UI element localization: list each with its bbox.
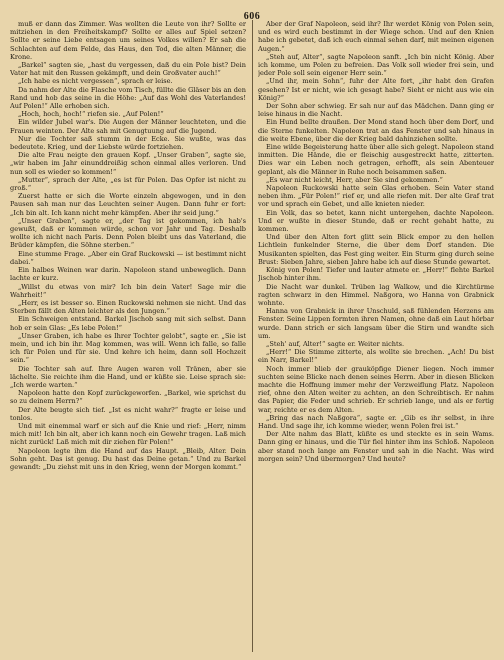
left-text-column xyxy=(10,20,246,658)
column-divider xyxy=(252,20,253,652)
paragraph: „Barkel“ sagten sie, „hast du vergessen, daß du ein Pole bist? Dein Vater hat mit den Russen gekämpft, und dein Großvater auch!“ xyxy=(10,61,246,78)
paragraph: Noch immer blieb der grauköpfige Diener liegen. Noch immer suchten seine Blicke nach denen seines Herrn. Aber in diesen Blicken machte die Hoffnung immer mehr der Verzweiflung Platz. Napoleon rief, ohne den Alten weiter zu achten, an den Schreibtisch. Er nahm das Papier, die Feder und schrieb. Er schrieb lange, und als er fertig war, reichte er es dem Alten. xyxy=(258,364,494,414)
paragraph: „Unser Graben, ich habe es Ihrer Tochter gelobt“, sagte er. „Sie ist mein, und ich bin ihr. Mag kommen, was will. Wenn ich falle, so falle ich für Polen und für sie. Und kehre ich heim, dann soll Hochzeit sein.“ xyxy=(10,331,246,365)
paragraph: König von Polen! Tiefer und lauter atmete er. „Herr!“ flehte Barkel Jischob hinter ihm. xyxy=(258,266,494,283)
paragraph: Napoleon legte ihm die Hand auf das Haupt. „Bleib, Alter. Dein Sohn geht. Das ist genug. Du hast das Deine getan.“ Und zu Barkel gewandt: „Du ziehst mit uns in den Krieg, wenn der Morgen kommt.“ xyxy=(10,446,246,471)
paragraph: Hanna von Grabnick in ihrer Unschuld, saß fühlenden Herzens am Fenster. Seine Lippen formten ihren Namen, ohne daß ein Laut hörbar wurde. Dann strich er sich langsam über die Stirn und wandte sich um. xyxy=(258,307,494,340)
paragraph: Napoleon hatte den Kopf zurückgeworfen. „Barkel, wie sprichst du so zu deinem Herrn?“ xyxy=(10,389,246,406)
page-number: 606 xyxy=(243,11,261,22)
paragraph: Ein Volk, das so betet, kann nicht untergehen, dachte Napoleon. Und er wußte in dieser Stunde, daß er recht gehabt hatte, zu kommen. xyxy=(258,208,494,234)
paragraph: Ein wilder Jubel war's. Die Augen der Männer leuchteten, und die Frauen weinten. Der Alte sah mit Genugtuung auf die Jugend. xyxy=(10,118,246,135)
paragraph: „Es war nicht leicht, Herr, aber Sie sind gekommen.“ xyxy=(266,175,443,184)
paragraph: Der Alte beugte sich tief. „Ist es nicht wahr?“ fragte er leise und tonlos. xyxy=(10,405,246,422)
paragraph: Eine stumme Frage. „Aber ein Graf Ruckowski — ist bestimmt nicht dabei.“ xyxy=(10,249,246,266)
paragraph: Ein Hund bellte draußen. Der Mond stand hoch über dem Dorf, und die Sterne funkelten. Napoleon trat an das Fenster und sah hinaus in die weite Ebene, über die der Krieg bald dahinziehen sollte. xyxy=(258,118,494,143)
paragraph: „Ich habe es nicht vergessen“, sprach er leise. xyxy=(18,77,173,86)
right-text-column xyxy=(258,20,494,658)
paragraph: Und mit einemmal warf er sich auf die Knie und rief: „Herr, nimm mich mit! Ich bin alt, aber ich kann noch ein Gewehr tragen. Laß mich nicht zurück! Laß mich mit dir ziehen für Polen!“ xyxy=(10,421,246,447)
paragraph: Aber der Graf Napoleon, seid ihr? Ihr werdet König von Polen sein, und es wird euch bestimmt in der Wiege schon. Und auf den Knien habe ich gebetet, daß ich euch einmal sehen darf, mit meinen eigenen Augen.“ xyxy=(258,20,494,53)
paragraph: „Bring das nach Naßgora“, sagte er. „Gib es ihr selbst, in ihre Hand. Und sage ihr, ich komme wieder, wenn Polen frei ist.“ xyxy=(258,413,494,430)
paragraph: Die alte Frau neigte den grauen Kopf. „Unser Graben“, sagte sie, „wir haben im Jahr einunddreißig schon einmal alles verloren. Und nun soll es wieder so kommen!“ xyxy=(10,151,246,176)
paragraph: Nur die Tochter saß stumm in der Ecke. Sie wußte, was das bedeutete. Krieg, und der Liebste würde fortziehen. xyxy=(10,134,246,152)
paragraph: Der Sohn aber schwieg. Er sah nur auf das Mädchen. Dann ging er leise hinaus in die Nacht. xyxy=(258,102,494,119)
paragraph: Napoleon Ruckowski hatte sein Glas erhoben. Sein Vater stand neben ihm. „Für Polen!“ rief er, und alle riefen mit. Der alte Graf trat vor und sprach ein Gebet, und alle knieten nieder. xyxy=(258,184,494,209)
paragraph: Eine wilde Begeisterung hatte über alle sich gelegt. Napoleon stand inmitten. Die Hände, die er fleischig ausgestreckt hatte, zitterten. Dies war ein Leben noch getragen, erhofft, als sein Abenteuer geplant, als die Männer in Ruhe noch beisammen saßen. xyxy=(258,143,494,176)
paragraph: „Herr!“ Die Stimme zitterte, als wollte sie brechen. „Ach! Du bist ein Narr, Barkel!“ xyxy=(258,348,494,365)
paragraph: „Mutter“, sprach der Alte, „es ist für Polen. Das Opfer ist nicht zu groß.“ xyxy=(10,175,246,193)
paragraph: „Und ihr, mein Sohn“, fuhr der Alte fort, „ihr habt den Grafen gesehen? Ist er nicht, wie ich gesagt habe? Sieht er nicht aus wie ein König?“ xyxy=(258,77,494,102)
text-columns xyxy=(10,20,494,658)
paragraph: „Willst du etwas von mir? Ich bin dein Vater! Sage mir die Wahrheit!“ xyxy=(10,282,246,299)
paragraph: Ein Schweigen entstand. Barkel Jischob sang mit sich selbst. Dann hob er sein Glas: „Es lebe Polen!“ xyxy=(10,315,246,332)
paragraph: Und über den Alten fort glitt sein Blick empor zu den hellen Lichtlein funkelnder Sterne, die über dem Dorf standen. Die Musikanten spielten, das Fest ging weiter. Ein Sturm ging durch seine Brust: Sieben Jahre, sieben Jahre habe ich auf diese Stunde gewartet. xyxy=(258,233,494,266)
paragraph: muß er dann das Zimmer. Was wollten die Leute von ihr? Sollte er mitziehen in den Freiheitskampf? Sollte er alles auf Spiel setzen? Sollte er seine Liebe entsagen um seines Volkes willen? Er sah die Schlachten auf dem Felde, das Haus, den Tod, die alten Männer, die Krone. xyxy=(10,20,246,61)
paragraph: „Unser Graben“, sagte er, „der Tag ist gekommen, ich hab's gewußt, daß er kommen würde, schon vor Jahr und Tag. Deshalb wollte ich nicht nach Paris. Denn Polen bleibt uns das Vaterland, die Brüder kämpfen, die Söhne sterben.“ xyxy=(10,216,246,250)
paragraph: „Steh auf, Alter“, sagte Napoleon sanft. „Ich bin nicht König. Aber ich komme, um Polen zu befreien. Das Volk soll wieder frei sein, und jeder Pole soll sein eigener Herr sein.“ xyxy=(258,52,494,78)
paragraph: Der Alte nahm das Blatt, küßte es und steckte es in sein Wams. Dann ging er hinaus, und die Tür fiel hinter ihm ins Schloß. Napoleon aber stand noch lange am Fenster und sah in die Nacht. Was wird morgen sein? Und übermorgen? Und heute? xyxy=(258,430,494,463)
paragraph: Die Nacht war dunkel. Trüben lag Walkow, und die Kirchtürme ragten schwarz in den Himmel. Naßgora, wo Hanna von Grabnick wohnte. xyxy=(258,282,494,307)
paragraph: Zuerst hatte er sich die Worte einzeln abgewogen, und in den Pausen sah man nur das Leuchten seiner Augen. Dann fuhr er fort: „Ich bin alt. Ich kann nicht mehr kämpfen. Aber ihr seid jung.“ xyxy=(10,192,246,217)
paragraph: Die Tochter sah auf. Ihre Augen waren voll Tränen, aber sie lächelte. Sie reichte ihm die Hand, und er küßte sie. Leise sprach sie: „Ich werde warten.“ xyxy=(10,364,246,389)
paragraph: „Herr, es ist besser so. Einen Ruckowski nehmen sie nicht. Und das Sterben fällt den Alten leichter als den Jungen.“ xyxy=(10,298,246,316)
paragraph: „Steh' auf, Alter!“ sagte er. Weiter nichts. xyxy=(266,339,405,348)
paragraph: Da nahm der Alte die Flasche vom Tisch, füllte die Gläser bis an den Rand und hob das seine in die Höhe: „Auf das Wohl des Vaterlandes! Auf Polen!“ Alle erhoben sich. xyxy=(10,85,246,111)
paragraph: „Hoch, hoch, hoch!“ riefen sie. „Auf Polen!“ xyxy=(18,110,164,119)
page-header xyxy=(10,4,494,22)
paragraph: Ein halbes Weinen war darin. Napoleon stand unbeweglich. Dann lachte er kurz. xyxy=(10,266,246,283)
